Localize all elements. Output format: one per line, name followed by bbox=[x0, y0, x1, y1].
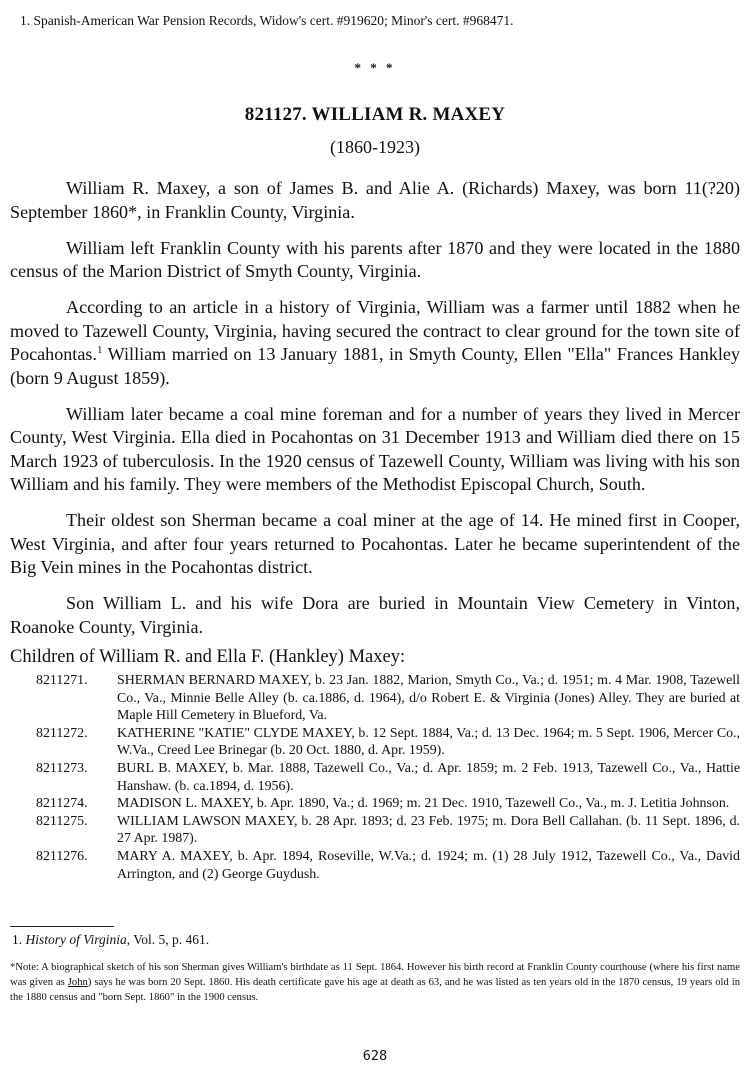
page-title: 821127. WILLIAM R. MAXEY bbox=[244, 104, 506, 125]
children-heading: Children of William R. and Ella F. (Hankley) Maxey: bbox=[10, 647, 406, 667]
birthdate-note bbox=[10, 960, 740, 1005]
paragraph-3 bbox=[10, 296, 740, 390]
paragraph-3-text-b: William married on 13 January 1881, in Smyth County, Ellen "Ella" Frances Hankley (born 9 August 1859). bbox=[10, 344, 740, 388]
child-number: 8211276. bbox=[36, 848, 88, 864]
biography-text bbox=[10, 177, 740, 652]
child-entry bbox=[36, 848, 740, 883]
page-number: 628 bbox=[362, 1048, 388, 1064]
paragraph-3-text-a: According to an article in a history of Virginia, William was a farmer until 1882 when he moved to Tazewell County, Virginia, having secured the contract to clear ground for the town site of Pocahontas. bbox=[10, 297, 740, 364]
footnote-marker: 1 bbox=[96, 343, 103, 356]
child-number: 8211274. bbox=[36, 796, 88, 812]
footnote-divider bbox=[10, 926, 114, 927]
children-list bbox=[36, 672, 740, 883]
footnote-prefix: 1. bbox=[12, 932, 26, 947]
child-text: KATHERINE "KATIE" CLYDE MAXEY, b. 12 Sept. 1884, Va.; d. 13 Dec. 1964; m. 5 Sept. 1906, Mercer Co., W.Va., Creed Lee Brinegar (b. 20 Oct. 1880, d. Apr. 1959). bbox=[117, 725, 740, 759]
child-entry bbox=[36, 813, 740, 848]
top-footnote: 1. Spanish-American War Pension Records, Widow's cert. #919620; Minor's cert. #968471. bbox=[20, 13, 514, 28]
paragraph-2: William left Franklin County with his parents after 1870 and they were located in the 1880 census of the Marion District of Smyth County, Virginia. bbox=[10, 237, 740, 281]
footnote-suffix: , Vol. 5, p. 461. bbox=[126, 932, 210, 947]
child-number: 8211275. bbox=[36, 813, 88, 829]
paragraph-4: William later became a coal mine foreman and for a number of years they lived in Mercer County, West Virginia. Ella died in Pocahontas on 31 December 1913 and William died there on 15 March 1923 of tuberculosis. In the 1920 census of Tazewell County, William was living with his son William and his family. They were members of the Methodist Episcopal Church, South. bbox=[10, 403, 740, 494]
life-dates: (1860-1923) bbox=[330, 137, 420, 157]
child-number: 8211272. bbox=[36, 725, 88, 741]
child-text: BURL B. MAXEY, b. Mar. 1888, Tazewell Co., Va.; d. Apr. 1859; m. 2 Feb. 1913, Tazewell Co., Va., Hattie Hanshaw. (b. ca.1894, d. 1956). bbox=[117, 760, 740, 794]
child-text: SHERMAN BERNARD MAXEY, b. 23 Jan. 1882, Marion, Smyth Co., Va.; d. 1951; m. 4 Mar. 1908, Tazewell Co., Va., Minnie Belle Alley (b. ca.1886, d. 1964), d/o Robert E. & Virginia (Jones) Alley. They are buried at Maple Hill Cemetery in Blueford, Va. bbox=[117, 673, 740, 724]
paragraph-1: William R. Maxey, a son of James B. and Alie A. (Richards) Maxey, was born 11(?20) September 1860*, in Franklin County, Virginia. bbox=[10, 178, 740, 222]
child-number: 8211273. bbox=[36, 760, 88, 776]
paragraph-6: Son William L. and his wife Dora are buried in Mountain View Cemetery in Vinton, Roanoke County, Virginia. bbox=[10, 593, 740, 637]
child-text: MADISON L. MAXEY, b. Apr. 1890, Va.; d. 1969; m. 21 Dec. 1910, Tazewell Co., Va., m. J. Letitia Johnson. bbox=[117, 796, 730, 812]
bottom-footnote bbox=[12, 932, 209, 948]
note-text-a: *Note: A biographical sketch of his son Sherman gives William's birthdate as 11 Sept. 1864. However his birth record at Franklin County courthouse (where his first name was given as bbox=[10, 962, 740, 988]
footnote-book-title: History of Virginia bbox=[25, 932, 127, 947]
paragraph-5: Their oldest son Sherman became a coal miner at the age of 14. He mined first in Cooper, West Virginia, and after four years returned to Pocahontas. Later he became superintendent of the Big Vein mines in the Pocahontas district. bbox=[10, 510, 740, 577]
section-separator: * * * bbox=[354, 60, 396, 75]
child-entry bbox=[36, 760, 740, 795]
note-underlined-name: John bbox=[67, 977, 88, 988]
child-text: MARY A. MAXEY, b. Apr. 1894, Roseville, W.Va.; d. 1924; m. (1) 28 July 1912, Tazewell Co., Va., David Arrington, and (2) George Guydush. bbox=[117, 848, 740, 882]
child-number: 8211271. bbox=[36, 673, 88, 688]
note-text-b: ) says he was born 20 Sept. 1860. His death certificate gave his age at death as 63, and he was listed as ten years old in the 1870 census, 19 years old in the 1880 census and "born Sept. 1860" in the 1900 census. bbox=[10, 977, 741, 1003]
child-entry bbox=[36, 725, 740, 760]
child-text: WILLIAM LAWSON MAXEY, b. 28 Apr. 1893; d. 23 Feb. 1975; m. Dora Bell Callahan. (b. 11 Sept. 1896, d. 27 Apr. 1987). bbox=[117, 813, 740, 847]
child-entry bbox=[36, 795, 740, 813]
child-entry bbox=[36, 672, 740, 725]
